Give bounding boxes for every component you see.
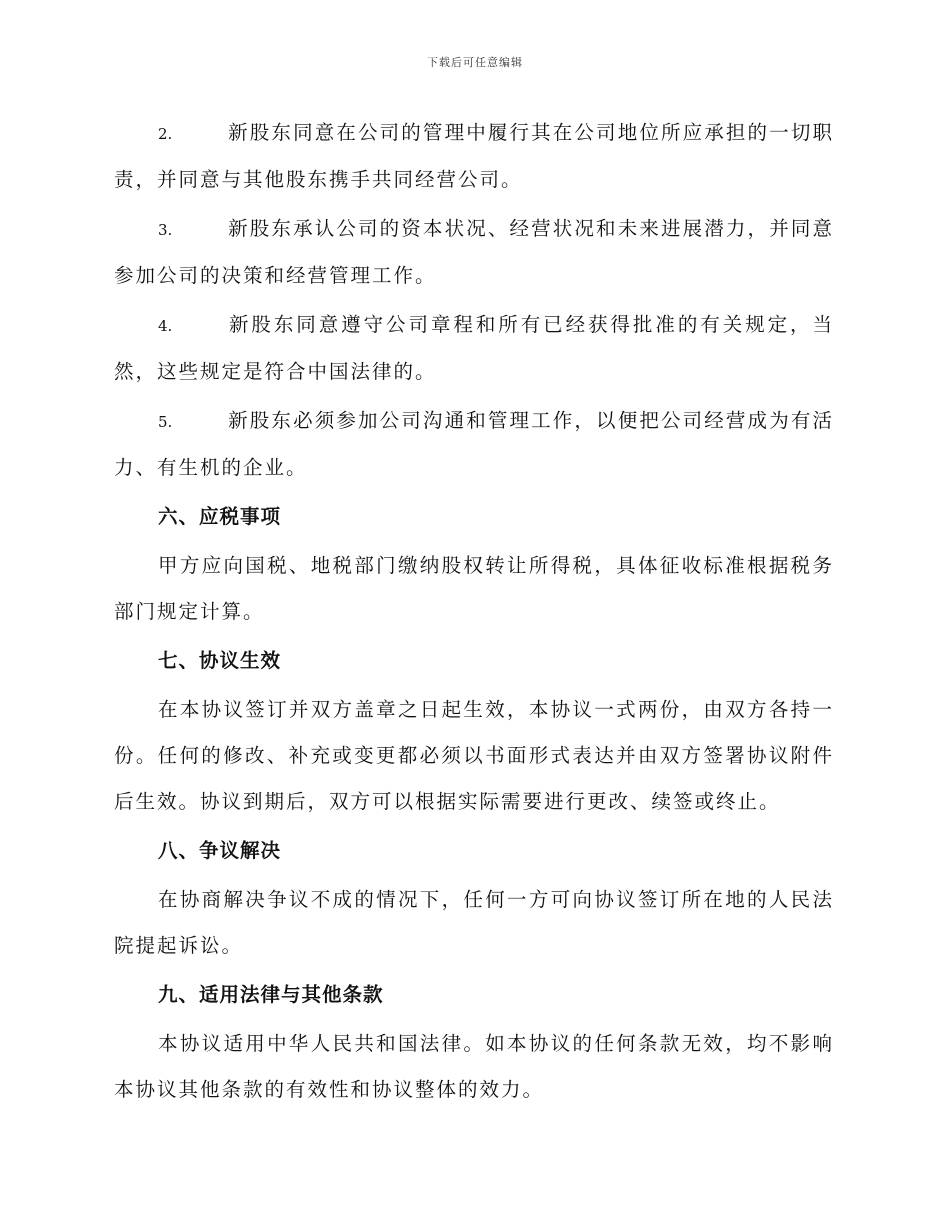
list-item-2 <box>114 110 834 203</box>
section-body-dispute: 在协商解决争议不成的情况下，任何一方可向协议签订所在地的人民法院提起诉讼。 <box>114 888 834 957</box>
list-item-5 <box>114 398 834 491</box>
section-heading-dispute: 八、争议解决 <box>158 839 282 862</box>
item-text: 新股东承认公司的资本状况、经营状况和未来进展潜力，并同意参加公司的决策和经营管理工作。 <box>114 217 834 287</box>
list-item-4 <box>114 302 834 395</box>
page-header: 下载后可任意编辑 <box>427 56 523 69</box>
item-number: 2. <box>158 125 173 143</box>
section-heading-effectiveness: 七、协议生效 <box>158 649 282 672</box>
item-number: 5. <box>158 413 173 431</box>
item-number: 3. <box>158 221 173 239</box>
item-number: 4. <box>158 317 173 335</box>
item-text: 新股东必须参加公司沟通和管理工作，以便把公司经营成为有活力、有生机的企业。 <box>114 409 834 479</box>
item-text: 新股东同意在公司的管理中履行其在公司地位所应承担的一切职责，并同意与其他股东携手共同经营公司。 <box>114 121 834 191</box>
document-body <box>114 110 834 1116</box>
section-body-tax: 甲方应向国税、地税部门缴纳股权转让所得税，具体征收标准根据税务部门规定计算。 <box>114 554 834 623</box>
list-item-3 <box>114 206 834 299</box>
section-heading-governing-law: 九、适用法律与其他条款 <box>158 983 384 1006</box>
item-text: 新股东同意遵守公司章程和所有已经获得批准的有关规定，当然，这些规定是符合中国法律的。 <box>114 313 834 383</box>
section-body-effectiveness: 在本协议签订并双方盖章之日起生效，本协议一式两份，由双方各持一份。任何的修改、补充或变更都必须以书面形式表达并由双方签署协议附件后生效。协议到期后，双方可以根据实际需要进行更改、续签或终止。 <box>114 698 834 813</box>
section-heading-tax: 六、应税事项 <box>158 505 282 528</box>
section-body-governing-law: 本协议适用中华人民共和国法律。如本协议的任何条款无效，均不影响本协议其他条款的有效性和协议整体的效力。 <box>114 1032 834 1101</box>
